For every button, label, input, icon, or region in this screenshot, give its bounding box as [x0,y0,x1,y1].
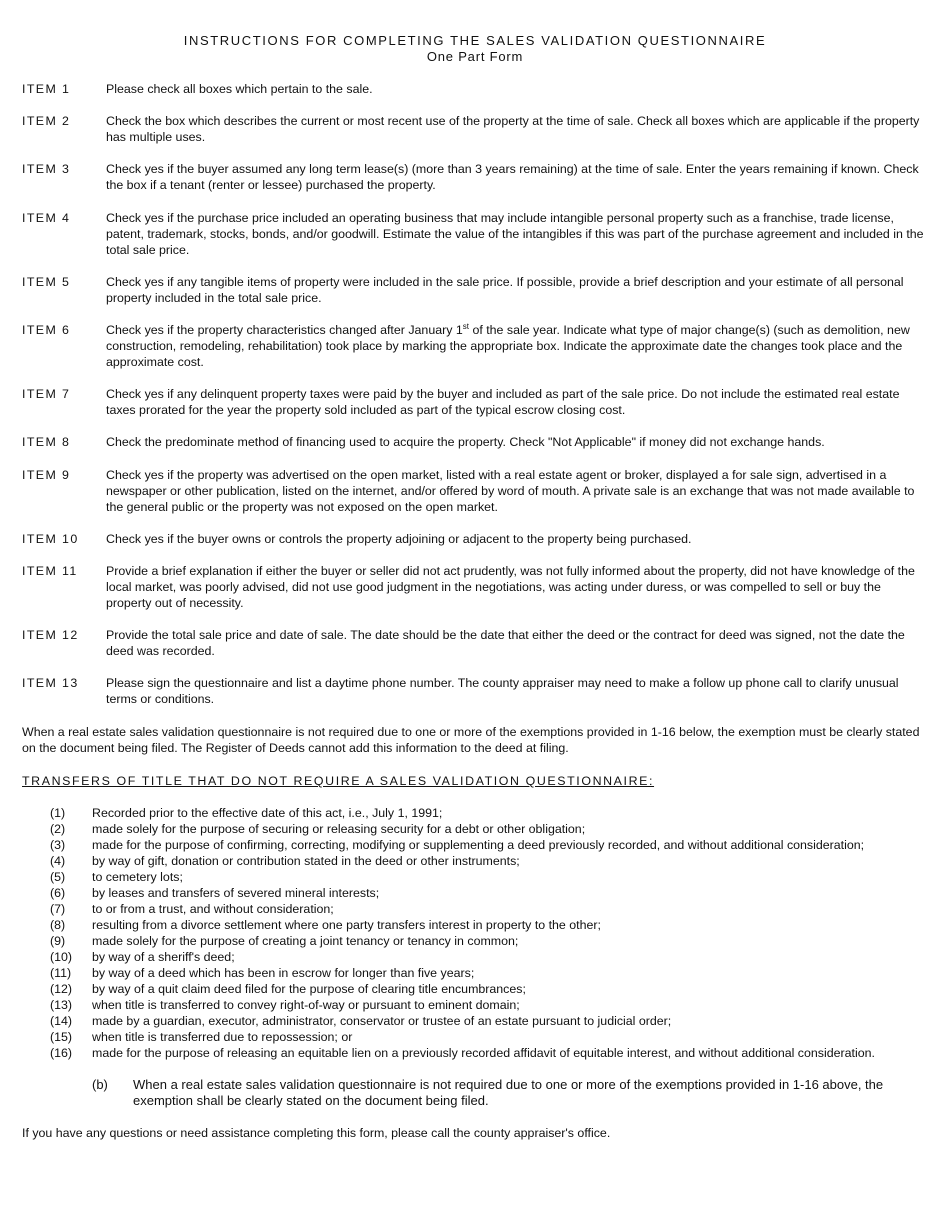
item-text: Check the predominate method of financing used to acquire the property. Check "Not Applicable" if money did not exchange hands. [106,435,825,449]
item-label: ITEM 10 [22,532,79,546]
item-13 [22,675,928,707]
list-text: by way of a quit claim deed filed for the purpose of clearing title encumbrances; [92,982,526,996]
item-text: Check the box which describes the current or most recent use of the property at the time of sale. Check all boxes which are applicable if the property has multiple uses. [106,114,920,144]
transfers-heading: TRANSFERS OF TITLE THAT DO NOT REQUIRE A SALES VALIDATION QUESTIONNAIRE: [22,774,655,788]
item-4 [22,210,928,258]
item-text: Check yes if any delinquent property taxes were paid by the buyer and included as part of the sale price. Do not include the estimated real estate taxes prorated for the year the property sold included as part of the typical escrow closing cost. [106,387,900,417]
list-text: Recorded prior to the effective date of this act, i.e., July 1, 1991; [92,806,443,820]
list-item [50,1029,930,1045]
list-number: (6) [50,886,66,900]
page-subtitle: One Part Form [426,49,524,64]
item-label: ITEM 6 [22,323,71,337]
list-text: by way of a sheriff's deed; [92,950,235,964]
item-1 [22,81,928,97]
list-number: (5) [50,870,66,884]
list-item [50,1045,930,1061]
list-text: to or from a trust, and without consideration; [92,902,334,916]
item-12 [22,627,928,659]
exemption-note: When a real estate sales validation questionnaire is not required due to one or more of the exemptions provided in 1-16 below, the exemption must be clearly stated on the document being filed. The Register of Deeds cannot add this information to the deed at filing. [22,725,920,755]
item-7 [22,386,928,418]
item-text: Provide the total sale price and date of sale. The date should be the date that either the deed or the contract for deed was signed, not the date the deed was recorded. [106,628,905,658]
subsection-b-label: (b) [92,1077,108,1092]
item-text: Check yes if the property was advertised on the open market, listed with a real estate agent or broker, displayed a for sale sign, advertised in a newspaper or other publication, listed on the internet, and/or offered by word of mouth. A private sale is an exchange that was not made available to the general public or the property was not exposed on the open market. [106,468,915,514]
item-text: Check yes if the purchase price included an operating business that may include intangible personal property such as a franchise, trade license, patent, trademark, stocks, bonds, and/or goodwill. Estimate the value of the intangibles if this was part of the purchase agreement and included in the total sale price. [106,211,924,257]
list-text: by way of gift, donation or contribution stated in the deed or other instruments; [92,854,520,868]
list-text: when title is transferred due to repossession; or [92,1030,353,1044]
item-6 [22,322,928,370]
list-number: (12) [50,982,73,996]
ordinal-suffix: st [462,322,469,331]
list-text: made solely for the purpose of creating a joint tenancy or tenancy in common; [92,934,519,948]
list-text: by way of a deed which has been in escrow for longer than five years; [92,966,475,980]
item-label: ITEM 13 [22,676,79,690]
item-label: ITEM 8 [22,435,71,449]
list-item [50,981,930,997]
list-number: (16) [50,1046,73,1060]
item-label: ITEM 12 [22,628,79,642]
item-2 [22,113,928,145]
exemption-list [50,805,930,1061]
list-item [50,997,930,1013]
item-text-part: Check yes if the property characteristics changed after January 1 [106,323,463,337]
list-text: resulting from a divorce settlement where one party transfers interest in property to the other; [92,918,601,932]
list-number: (3) [50,838,66,852]
list-text: made by a guardian, executor, administrator, conservator or trustee of an estate pursuant to judicial order; [92,1014,672,1028]
list-number: (10) [50,950,73,964]
list-item [50,1013,930,1029]
item-10 [22,531,928,547]
item-9 [22,467,928,515]
list-item [50,805,930,821]
list-text: made for the purpose of confirming, correcting, modifying or supplementing a deed previously recorded, and without additional consideration; [92,838,865,852]
list-number: (1) [50,806,66,820]
list-number: (15) [50,1030,73,1044]
item-text-part: of the sale year. Indicate what type of major change(s) (such as demolition, new construction, remodeling, rehabilitation) took place by marking the appropriate box. Indicate the approximate date the changes took place and the approximate cost. [106,323,910,369]
list-number: (8) [50,918,66,932]
list-item [50,965,930,981]
list-item [50,869,930,885]
item-label: ITEM 1 [22,82,71,96]
list-item [50,853,930,869]
list-number: (9) [50,934,66,948]
list-item [50,917,930,933]
list-text: by leases and transfers of severed mineral interests; [92,886,380,900]
item-8 [22,434,928,450]
page-title: INSTRUCTIONS FOR COMPLETING THE SALES VALIDATION QUESTIONNAIRE [183,33,767,48]
subsection-b-text: When a real estate sales validation questionnaire is not required due to one or more of the exemptions provided in 1-16 above, the exemption shall be clearly stated on the document being filed. [133,1077,884,1108]
item-text: Provide a brief explanation if either the buyer or seller did not act prudently, was not fully informed about the property, did not have knowledge of the local market, was poorly advised, did not use good judgment in the negotiations, was acting under duress, or was compelled to sell or buy the property out of necessity. [106,564,915,610]
item-5 [22,274,928,306]
item-label: ITEM 9 [22,468,71,482]
list-number: (11) [50,966,72,980]
item-label: ITEM 2 [22,114,71,128]
list-number: (7) [50,902,66,916]
item-11 [22,563,928,611]
item-text: Check yes if any tangible items of property were included in the sale price. If possible, provide a brief description and your estimate of all personal property included in the total sale price. [106,275,904,305]
list-text: when title is transferred to convey right-of-way or pursuant to eminent domain; [92,998,520,1012]
list-number: (2) [50,822,66,836]
list-item [50,837,930,853]
list-number: (14) [50,1014,73,1028]
item-label: ITEM 5 [22,275,71,289]
item-text: Check yes if the buyer assumed any long term lease(s) (more than 3 years remaining) at the time of sale. Enter the years remaining if known. Check the box if a tenant (renter or lessee) purchased the property. [106,162,919,192]
list-item [50,885,930,901]
list-text: made for the purpose of releasing an equitable lien on a previously recorded affidavit of equitable interest, and without additional consideration. [92,1046,875,1060]
list-text: made solely for the purpose of securing or releasing security for a debt or other obligation; [92,822,586,836]
footer-note: If you have any questions or need assistance completing this form, please call the county appraiser's office. [22,1126,611,1140]
list-item [50,901,930,917]
item-text: Please sign the questionnaire and list a daytime phone number. The county appraiser may need to make a follow up phone call to clarify unusual terms or conditions. [106,676,899,706]
list-number: (13) [50,998,73,1012]
item-label: ITEM 7 [22,387,71,401]
list-number: (4) [50,854,66,868]
item-label: ITEM 3 [22,162,71,176]
item-text: Please check all boxes which pertain to the sale. [106,82,373,96]
item-text: Check yes if the buyer owns or controls the property adjoining or adjacent to the property being purchased. [106,532,692,546]
item-label: ITEM 11 [22,564,78,578]
list-item [50,821,930,837]
item-3 [22,161,928,193]
item-text [106,322,928,370]
list-item [50,933,930,949]
subsection-b [92,1077,928,1109]
list-text: to cemetery lots; [92,870,183,884]
list-item [50,949,930,965]
item-label: ITEM 4 [22,211,71,225]
